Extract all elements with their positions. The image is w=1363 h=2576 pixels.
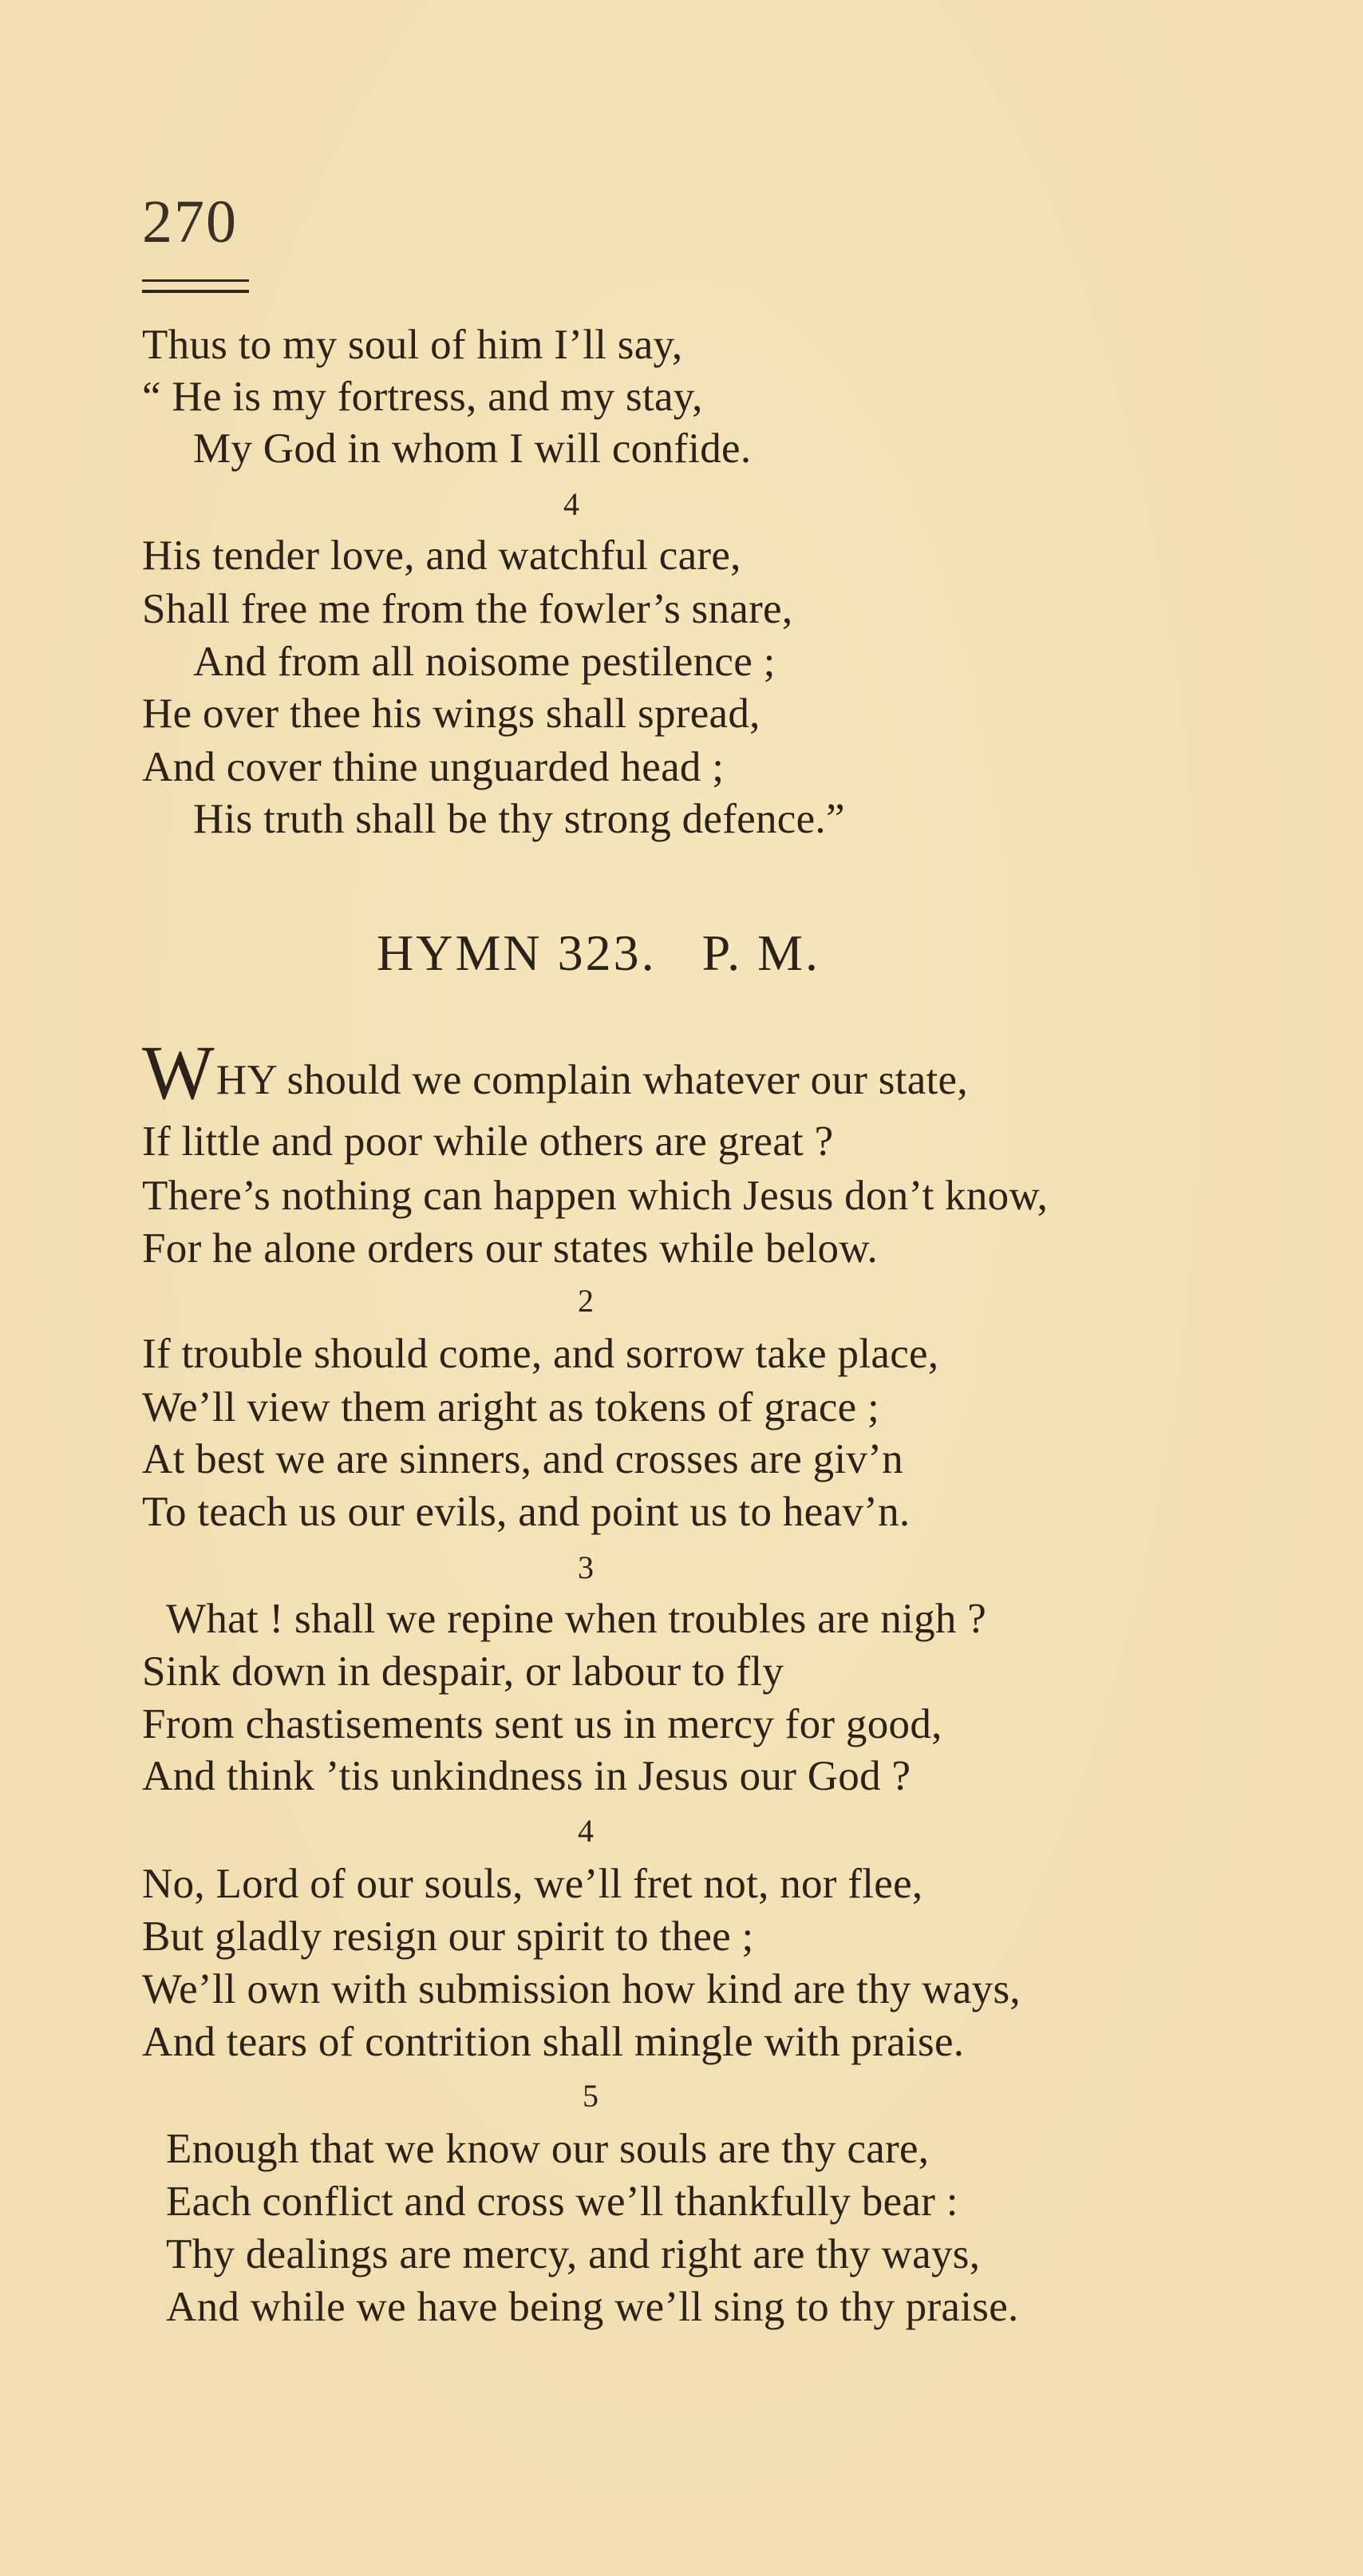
verse-line: We’ll view them aright as tokens of grace ; [142,1384,880,1430]
verse-line: There’s nothing can happen which Jesus don’t know, [142,1173,1049,1219]
verse-line: Shall free me from the fowler’s snare, [142,586,793,632]
header-rule [142,279,249,293]
verse-line: And while we have being we’ll sing to thy praise. [166,2284,1019,2330]
verse-number: 2 [578,1283,594,1319]
verse-line: His truth shall be thy strong defence.” [193,796,845,842]
verse-line: And cover thine unguarded head ; [142,744,725,790]
verse-line: No, Lord of our souls, we’ll fret not, nor flee, [142,1861,923,1907]
verse-line: His tender love, and watchful care, [142,532,741,579]
hymn-title: HYMN 323. P. M. [377,924,820,981]
page-number: 270 [142,188,238,255]
verse-line: From chastisements sent us in mercy for good, [142,1701,942,1747]
verse-line: Each conflict and cross we’ll thankfully bear : [166,2178,958,2225]
verse-line: We’ll own with submission how kind are thy ways, [142,1966,1021,2012]
verse-line-text: HY should we complain whatever our state, [215,1057,968,1103]
verse-line: And from all noisome pestilence ; [193,639,776,685]
drop-cap: W [142,1030,215,1115]
verse-line: He over thee his wings shall spread, [142,690,761,737]
verse-line: Enough that we know our souls are thy care, [166,2126,930,2172]
verse-line: If little and poor while others are great ? [142,1118,834,1165]
verse-line: If trouble should come, and sorrow take place, [142,1331,939,1377]
verse-line: My God in whom I will confide. [193,425,752,472]
verse-number: 4 [563,486,579,522]
verse-line: But gladly resign our spirit to thee ; [142,1913,754,1960]
verse-line: Thy dealings are mercy, and right are thy ways, [166,2231,981,2277]
verse-number: 4 [578,1813,594,1849]
verse-line [142,1030,968,1115]
verse-line: What ! shall we repine when troubles are nigh ? [166,1596,987,1642]
verse-number: 3 [578,1549,594,1585]
verse-line: Sink down in despair, or labour to fly [142,1648,784,1695]
verse-line: To teach us our evils, and point us to heav’n. [142,1489,911,1535]
verse-line: At best we are sinners, and crosses are giv’n [142,1436,903,1482]
verse-line: Thus to my soul of him I’ll say, [142,322,683,368]
verse-line: “ He is my fortress, and my stay, [142,374,703,420]
verse-line: For he alone orders our states while below. [142,1225,878,1272]
verse-number: 5 [583,2078,599,2114]
verse-line: And think ’tis unkindness in Jesus our God ? [142,1753,911,1799]
verse-line: And tears of contrition shall mingle with praise. [142,2019,965,2065]
